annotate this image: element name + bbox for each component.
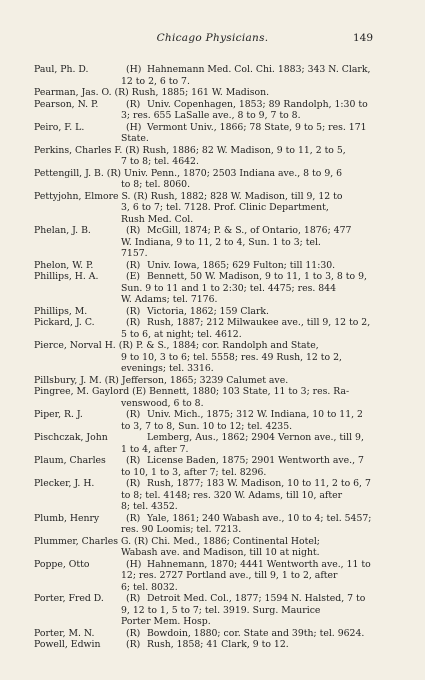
directory-entry bbox=[34, 87, 386, 99]
directory-entry bbox=[34, 168, 386, 191]
physician-name: Pettyjohn, Elmore S. bbox=[34, 190, 131, 202]
entry-first-line bbox=[34, 409, 386, 421]
entry-continuation-line: 8; tel. 4352. bbox=[121, 501, 178, 512]
entry-continuation-line: W. Adams; tel. 7176. bbox=[121, 294, 218, 305]
school-code: (E) bbox=[126, 271, 141, 282]
physician-name: Porter, Fred D. bbox=[34, 593, 104, 604]
entry-continuation-line: res. 90 Loomis; tel. 7213. bbox=[121, 524, 242, 535]
page-header bbox=[0, 32, 425, 46]
entry-continuation-line: State. bbox=[121, 133, 149, 144]
school-code: (R) bbox=[126, 317, 141, 328]
entry-continuation-line: 7157. bbox=[121, 248, 148, 259]
directory-entry bbox=[34, 478, 386, 513]
entry-details: Bowdoin, 1880; cor. State and 39th; tel. 9624. bbox=[146, 627, 365, 639]
school-code: (R) bbox=[125, 144, 140, 156]
entry-details: Lemberg, Aus., 1862; 2904 Vernon ave., till 9, bbox=[146, 432, 364, 443]
entry-first-line bbox=[34, 455, 386, 467]
school-code: (R) bbox=[118, 340, 133, 351]
physician-name: Pischczak, John bbox=[34, 432, 108, 443]
directory-entry bbox=[34, 455, 386, 478]
physician-name: Piper, R. J. bbox=[34, 409, 83, 420]
school-code: (E) bbox=[132, 386, 147, 397]
entry-first-line bbox=[34, 99, 386, 111]
directory-entry bbox=[34, 340, 386, 375]
school-code: (R) bbox=[126, 98, 141, 110]
school-code: (R) bbox=[126, 593, 141, 604]
entry-first-line bbox=[34, 386, 386, 398]
running-title: Chicago Physicians. bbox=[156, 32, 269, 44]
directory-entry bbox=[34, 260, 386, 272]
directory-entry bbox=[34, 386, 386, 409]
entry-continuation-line: to 8; tel. 4148; res. 320 W. Adams, till 10, after bbox=[121, 489, 343, 501]
physician-name: Pillsbury, J. M. bbox=[34, 374, 102, 386]
school-code: (R) bbox=[134, 535, 149, 547]
entry-first-line bbox=[34, 64, 386, 76]
school-code: (R) bbox=[126, 409, 141, 420]
physician-name: Peiro, F. L. bbox=[34, 121, 85, 133]
directory-entry bbox=[34, 306, 386, 318]
school-code: (R) bbox=[126, 627, 141, 639]
physician-name: Poppe, Otto bbox=[34, 558, 90, 570]
directory-entry bbox=[34, 628, 386, 640]
entry-first-line bbox=[34, 317, 386, 329]
school-code: (R) bbox=[126, 512, 141, 524]
entry-first-line bbox=[34, 375, 386, 387]
directory-entry bbox=[34, 271, 386, 306]
physician-directory-list bbox=[34, 64, 386, 651]
entry-first-line bbox=[34, 478, 386, 490]
physician-name: Pearson, N. P. bbox=[34, 98, 99, 110]
entry-first-line bbox=[34, 225, 386, 237]
physician-name: Powell, Edwin bbox=[34, 639, 101, 650]
entry-continuation-line: 12; res. 2727 Portland ave., till 9, 1 to 2, after bbox=[121, 570, 338, 581]
entry-details: Univ. Penn., 1870; 2503 Indiana ave., 8 to 9, 6 bbox=[124, 167, 343, 179]
entry-first-line bbox=[34, 145, 386, 157]
entry-continuation-line: to 10, 1 to 3, after 7; tel. 8296. bbox=[121, 466, 267, 478]
entry-first-line bbox=[34, 536, 386, 548]
directory-entry bbox=[34, 122, 386, 145]
entry-details: Victoria, 1862; 159 Clark. bbox=[146, 305, 270, 317]
physician-name: Perkins, Charles F. bbox=[34, 144, 123, 156]
directory-entry bbox=[34, 317, 386, 340]
entry-continuation-line: 9 to 10, 3 to 6; tel. 5558; res. 49 Rush, 12 to 2, bbox=[121, 351, 342, 363]
entry-details: Rush, 1886; 82 W. Madison, 9 to 11, 2 to 5, bbox=[142, 144, 346, 156]
entry-continuation-line: 1 to 4, after 7. bbox=[121, 443, 189, 455]
entry-continuation-line: 3; res. 655 LaSalle ave., 8 to 9, 7 to 8. bbox=[121, 110, 301, 121]
entry-first-line bbox=[34, 432, 386, 444]
entry-first-line bbox=[34, 513, 386, 525]
school-code: (R) bbox=[126, 455, 141, 466]
entry-details: Rush, 1858; 41 Clark, 9 to 12. bbox=[146, 639, 289, 650]
entry-continuation-line: 6; tel. 8032. bbox=[121, 581, 178, 593]
entry-details: Bennett, 1880; 103 State, 11 to 3; res. Ra- bbox=[149, 386, 350, 397]
entry-details: Bennett, 50 W. Madison, 9 to 11, 1 to 3, 8 to 9, bbox=[146, 271, 367, 282]
entry-first-line bbox=[34, 191, 386, 203]
directory-entry bbox=[34, 409, 386, 432]
entry-details: Univ. Copenhagen, 1853; 89 Randolph, 1:30 to bbox=[146, 98, 368, 110]
directory-entry bbox=[34, 191, 386, 226]
school-code: (R) bbox=[126, 478, 141, 489]
school-code: (R) bbox=[133, 190, 148, 202]
school-code: (H) bbox=[126, 64, 142, 75]
entry-details: McGill, 1874; P. & S., of Ontario, 1876; 477 bbox=[146, 225, 352, 236]
entry-continuation-line: 12 to 2, 6 to 7. bbox=[121, 75, 190, 87]
physician-name: Plecker, J. H. bbox=[34, 478, 95, 489]
entry-first-line bbox=[34, 628, 386, 640]
physician-name: Porter, M. N. bbox=[34, 627, 95, 639]
entry-continuation-line: Sun. 9 to 11 and 1 to 2:30; tel. 4475; res. 844 bbox=[121, 282, 336, 294]
entry-details: Yale, 1861; 240 Wabash ave., 10 to 4; tel. 5457; bbox=[146, 512, 372, 524]
school-code: (R) bbox=[104, 374, 119, 386]
entry-details: Rush, 1882; 828 W. Madison, till 9, 12 to bbox=[150, 190, 343, 202]
entry-details: Univ. Iowa, 1865; 629 Fulton; till 11:30. bbox=[146, 259, 336, 271]
entry-first-line bbox=[34, 168, 386, 180]
directory-entry bbox=[34, 432, 386, 455]
entry-first-line bbox=[34, 639, 386, 651]
school-code: (R) bbox=[126, 305, 141, 317]
school-code: (R) bbox=[114, 87, 129, 98]
entry-continuation-line: Porter Mem. Hosp. bbox=[121, 616, 211, 627]
entry-details: Jefferson, 1865; 3239 Calumet ave. bbox=[121, 374, 289, 386]
school-code: (R) bbox=[126, 639, 141, 650]
directory-entry bbox=[34, 513, 386, 536]
entry-continuation-line: evenings; tel. 3316. bbox=[121, 363, 214, 374]
entry-first-line bbox=[34, 559, 386, 571]
entry-continuation-line: 7 to 8; tel. 4642. bbox=[121, 156, 199, 167]
school-code: (R) bbox=[126, 259, 141, 271]
physician-name: Plaum, Charles bbox=[34, 455, 106, 466]
entry-details: P. & S., 1884; cor. Randolph and State, bbox=[135, 340, 319, 351]
physician-name: Phillips, M. bbox=[34, 305, 88, 317]
entry-details: Rush, 1877; 183 W. Madison, 10 to 11, 2 to 6, 7 bbox=[146, 478, 371, 489]
physician-name: Pettengill, J. B. bbox=[34, 167, 104, 179]
directory-entry bbox=[34, 536, 386, 559]
entry-details: Hahnemann, 1870; 4441 Wentworth ave., 11 to bbox=[146, 558, 371, 570]
physician-name: Paul, Ph. D. bbox=[34, 64, 89, 75]
entry-details: Rush, 1887; 212 Milwaukee ave., till 9, 12 to 2, bbox=[146, 317, 371, 328]
physician-name: Pingree, M. Gaylord bbox=[34, 386, 130, 397]
physician-name: Pickard, J. C. bbox=[34, 317, 95, 328]
entry-continuation-line: 3, 6 to 7; tel. 7128. Prof. Clinic Department, bbox=[121, 202, 329, 213]
entry-first-line bbox=[34, 122, 386, 134]
entry-continuation-line: to 8; tel. 8060. bbox=[121, 179, 191, 190]
school-code: (H) bbox=[126, 558, 142, 570]
directory-entry bbox=[34, 639, 386, 651]
entry-details: Vermont Univ., 1866; 78 State, 9 to 5; res. 171 bbox=[146, 121, 367, 133]
directory-entry bbox=[34, 375, 386, 387]
physician-name: Plumb, Henry bbox=[34, 512, 100, 524]
entry-first-line bbox=[34, 593, 386, 605]
entry-continuation-line: Rush Med. Col. bbox=[121, 213, 194, 225]
directory-entry bbox=[34, 145, 386, 168]
entry-first-line bbox=[34, 260, 386, 272]
entry-details: Univ. Mich., 1875; 312 W. Indiana, 10 to 11, 2 bbox=[146, 409, 363, 420]
physician-name: Phelan, J. B. bbox=[34, 225, 91, 236]
directory-entry bbox=[34, 99, 386, 122]
entry-first-line bbox=[34, 306, 386, 318]
directory-entry bbox=[34, 593, 386, 628]
directory-entry bbox=[34, 559, 386, 594]
physician-name: Pearman, Jas. O. bbox=[34, 87, 112, 98]
entry-continuation-line: venswood, 6 to 8. bbox=[121, 397, 204, 409]
entry-first-line bbox=[34, 340, 386, 352]
page-number: 149 bbox=[352, 32, 373, 44]
entry-details: Chi. Med., 1886; Continental Hotel; bbox=[151, 535, 320, 547]
entry-details: Detroit Med. Col., 1877; 1594 N. Halsted, 7 to bbox=[146, 593, 366, 604]
entry-first-line bbox=[34, 87, 386, 99]
directory-entry bbox=[34, 64, 386, 87]
school-code: (R) bbox=[106, 167, 122, 179]
entry-details: Hahnemann Med. Col. Chi. 1883; 343 N. Clark, bbox=[146, 64, 371, 75]
entry-continuation-line: to 3, 7 to 8, Sun. 10 to 12; tel. 4235. bbox=[121, 420, 293, 432]
entry-continuation-line: W. Indiana, 9 to 11, 2 to 4, Sun. 1 to 3; tel. bbox=[121, 236, 321, 248]
physician-name: Plummer, Charles G. bbox=[34, 535, 132, 547]
physician-name: Pierce, Norval H. bbox=[34, 340, 116, 351]
school-code: (H) bbox=[126, 121, 142, 133]
physician-name: Phillips, H. A. bbox=[34, 271, 99, 282]
entry-continuation-line: 5 to 6, at night; tel. 4612. bbox=[121, 328, 242, 340]
entry-details: License Baden, 1875; 2901 Wentworth ave., 7 bbox=[146, 455, 364, 466]
school-code: (R) bbox=[126, 225, 141, 236]
entry-continuation-line: 9, 12 to 1, 5 to 7; tel. 3919. Surg. Maurice bbox=[121, 604, 321, 616]
entry-continuation-line: Wabash ave. and Madison, till 10 at night. bbox=[121, 547, 320, 558]
physician-name: Phelon, W. P. bbox=[34, 259, 94, 271]
directory-entry bbox=[34, 225, 386, 260]
entry-details: Rush, 1885; 161 W. Madison. bbox=[131, 87, 270, 98]
entry-first-line bbox=[34, 271, 386, 283]
